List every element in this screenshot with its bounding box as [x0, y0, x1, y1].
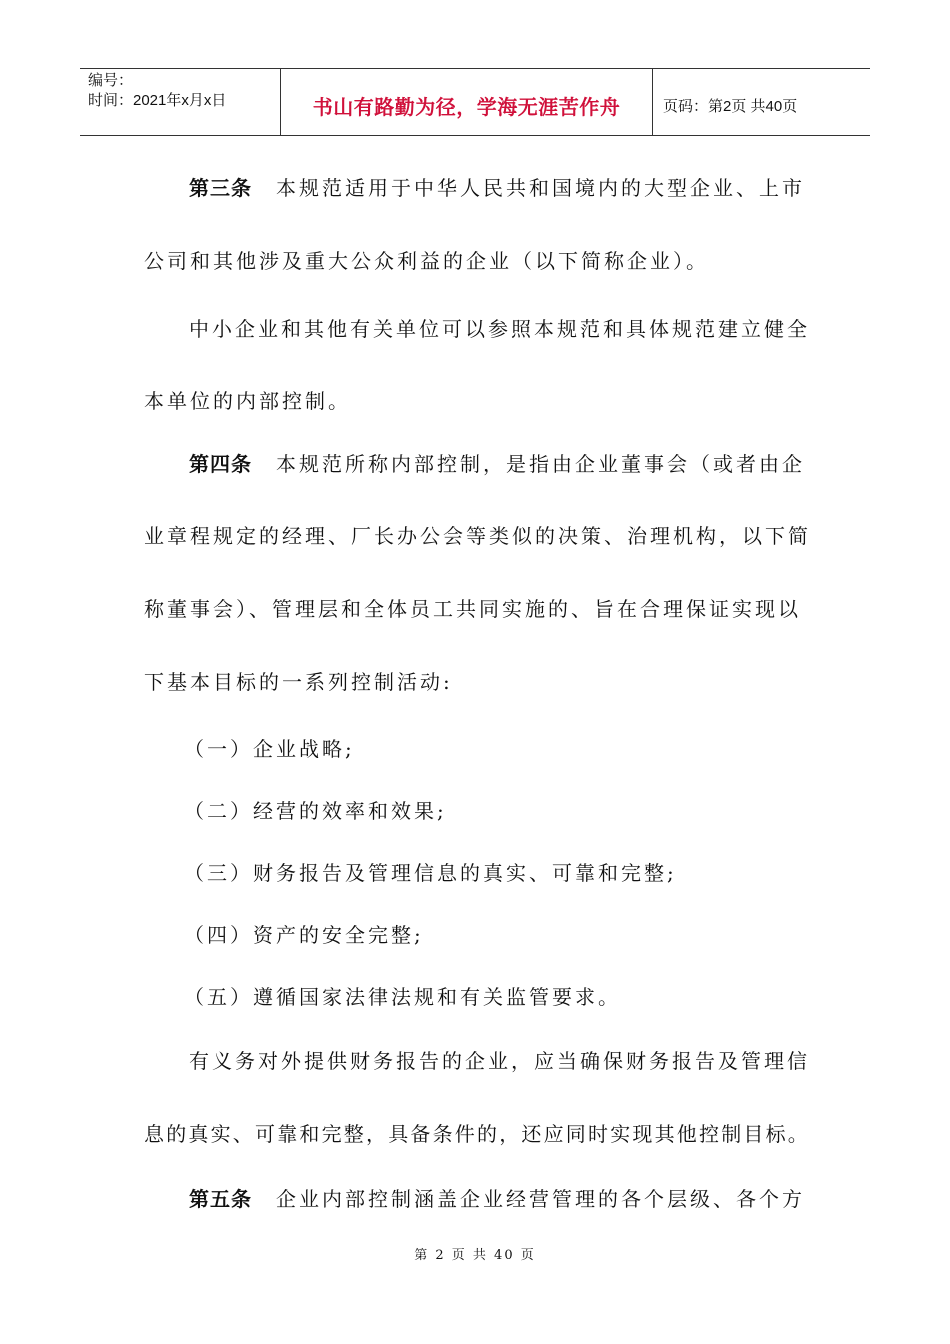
article-3-text: 本规范适用于中华人民共和国境内的大型企业、上市	[276, 176, 805, 200]
header-meta-cell	[80, 69, 281, 135]
header-motto: 书山有路勤为径，学海无涯苦作舟	[312, 94, 621, 119]
article-4-line-1	[189, 448, 805, 477]
document-header	[80, 68, 870, 136]
header-page-label: 页码：第2页 共40页	[663, 97, 798, 115]
article-5-line-1	[189, 1183, 805, 1212]
article-3-line-2: 公司和其他涉及重大公众利益的企业（以下简称企业）。	[144, 249, 709, 273]
article-5-heading: 第五条	[189, 1187, 252, 1211]
article-4-line-3: 称董事会）、管理层和全体员工共同实施的、旨在合理保证实现以	[144, 597, 801, 621]
duty-paragraph-line-1: 有义务对外提供财务报告的企业，应当确保财务报告及管理信	[189, 1049, 810, 1073]
header-page-cell	[653, 69, 870, 135]
document-date-label: 时间：2021年x月x日	[88, 92, 227, 109]
article-3-line-1	[189, 172, 805, 201]
goal-item-1: （一）企业战略;	[184, 737, 355, 761]
article-4-text: 本规范所称内部控制，是指由企业董事会（或者由企	[276, 452, 805, 476]
sme-paragraph-line-2: 本单位的内部控制。	[144, 389, 351, 413]
goal-item-3: （三）财务报告及管理信息的真实、可靠和完整;	[184, 861, 677, 885]
header-motto-cell	[281, 69, 653, 135]
goal-item-2: （二）经营的效率和效果;	[184, 799, 447, 823]
goal-item-5: （五）遵循国家法律法规和有关监管要求。	[184, 985, 621, 1009]
article-5-text: 企业内部控制涵盖企业经营管理的各个层级、各个方	[276, 1187, 805, 1211]
duty-paragraph-line-2: 息的真实、可靠和完整，具备条件的，还应同时实现其他控制目标。	[144, 1122, 810, 1146]
article-4-heading: 第四条	[189, 452, 252, 476]
article-4-line-4: 下基本目标的一系列控制活动:	[144, 670, 453, 694]
document-number-label: 编号：	[88, 72, 134, 89]
goal-item-4: （四）资产的安全完整;	[184, 923, 424, 947]
article-4-line-2: 业章程规定的经理、厂长办公会等类似的决策、治理机构，以下简	[144, 524, 811, 548]
article-3-heading: 第三条	[189, 176, 252, 200]
sme-paragraph-line-1: 中小企业和其他有关单位可以参照本规范和具体规范建立健全	[189, 317, 810, 341]
page-footer: 第 2 页 共 40 页	[414, 1248, 536, 1263]
